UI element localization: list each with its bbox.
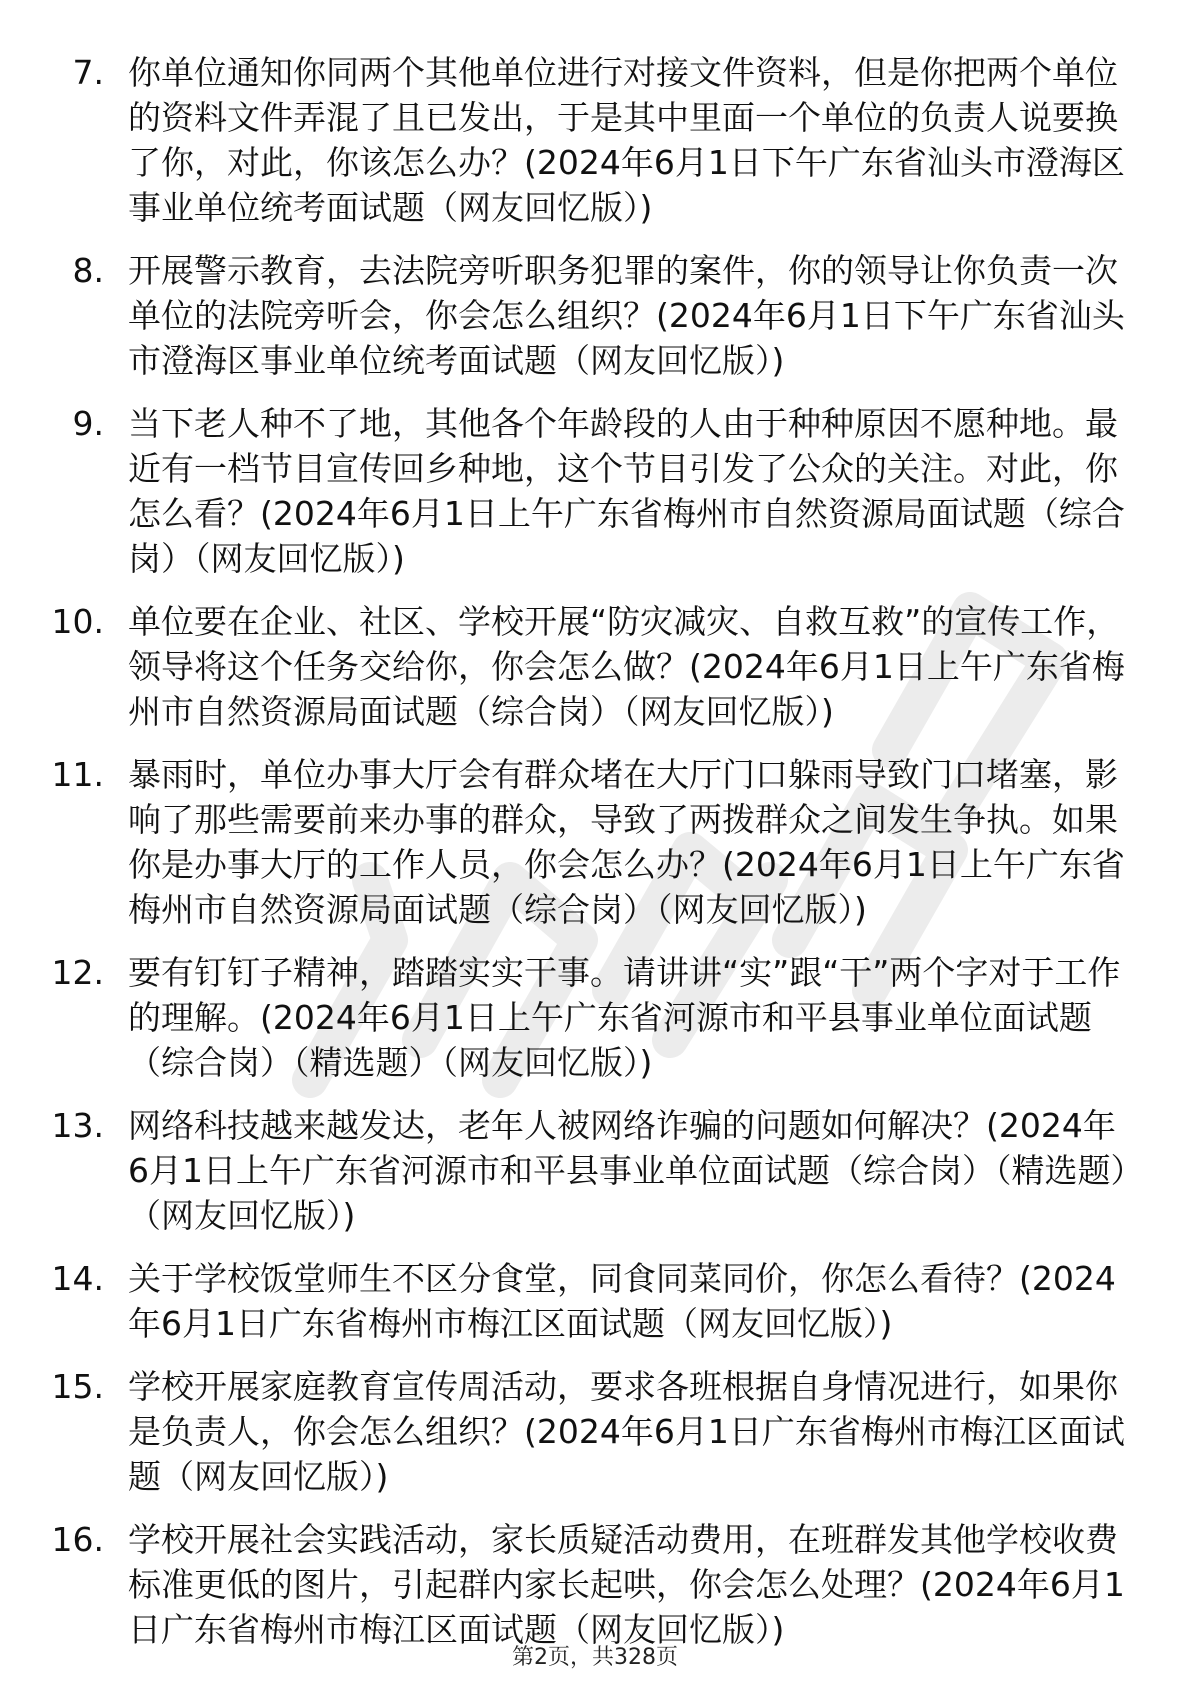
question-item: [0, 950, 1190, 1085]
question-list: [0, 50, 1190, 1670]
question-item: [0, 1103, 1190, 1238]
question-number: 7.: [72, 53, 104, 92]
page-number-label: 第2页，共328页: [512, 1645, 678, 1670]
question-number: 8.: [72, 251, 104, 290]
question-item: [0, 1256, 1190, 1346]
question-number: 10.: [51, 602, 104, 641]
page-footer: [0, 1640, 1190, 1671]
question-text: 当下老人种不了地，其他各个年龄段的人由于种种原因不愿种地。最近有一档节目宣传回乡种地，这个节目引发了公众的关注。对此，你怎么看？(2024年6月1日上午广东省梅州市自然资源局面试题（综合岗）（网友回忆版）): [128, 404, 1125, 578]
question-item: [0, 50, 1190, 230]
question-number: 11.: [51, 755, 104, 794]
question-item: [0, 1364, 1190, 1499]
question-number: 15.: [51, 1367, 104, 1406]
question-number: 13.: [51, 1106, 104, 1145]
question-text: 学校开展社会实践活动，家长质疑活动费用，在班群发其他学校收费标准更低的图片，引起群内家长起哄，你会怎么处理？(2024年6月1日广东省梅州市梅江区面试题（网友回忆版）): [128, 1520, 1125, 1649]
question-text: 开展警示教育，去法院旁听职务犯罪的案件，你的领导让你负责一次单位的法院旁听会，你会怎么组织？(2024年6月1日下午广东省汕头市澄海区事业单位统考面试题（网友回忆版）): [128, 251, 1125, 380]
question-text: 关于学校饭堂师生不区分食堂，同食同菜同价，你怎么看待？(2024年6月1日广东省梅州市梅江区面试题（网友回忆版）): [128, 1259, 1116, 1343]
question-item: [0, 401, 1190, 581]
question-text: 你单位通知你同两个其他单位进行对接文件资料，但是你把两个单位的资料文件弄混了且已发出，于是其中里面一个单位的负责人说要换了你，对此，你该怎么办？(2024年6月1日下午广东省汕头市澄海区事业单位统考面试题（网友回忆版）): [128, 53, 1125, 227]
question-number: 16.: [51, 1520, 104, 1559]
question-number: 9.: [72, 404, 104, 443]
question-number: 14.: [51, 1259, 104, 1298]
question-item: [0, 599, 1190, 734]
question-item: [0, 1517, 1190, 1652]
question-item: [0, 752, 1190, 932]
question-text: 网络科技越来越发达，老年人被网络诈骗的问题如何解决？(2024年6月1日上午广东省河源市和平县事业单位面试题（综合岗）（精选题）（网友回忆版）): [128, 1106, 1127, 1235]
question-text: 单位要在企业、社区、学校开展“防灾减灾、自救互救”的宣传工作，领导将这个任务交给你，你会怎么做？(2024年6月1日上午广东省梅州市自然资源局面试题（综合岗）（网友回忆版）): [128, 602, 1125, 731]
question-text: 要有钉钉子精神，踏踏实实干事。请讲讲“实”跟“干”两个字对于工作的理解。(2024年6月1日上午广东省河源市和平县事业单位面试题（综合岗）（精选题）（网友回忆版）): [128, 953, 1121, 1082]
question-text: 暴雨时，单位办事大厅会有群众堵在大厅门口躲雨导致门口堵塞，影响了那些需要前来办事的群众，导致了两拨群众之间发生争执。如果你是办事大厅的工作人员，你会怎么办？(2024年6月1日上午广东省梅州市自然资源局面试题（综合岗）（网友回忆版）): [128, 755, 1125, 929]
question-item: [0, 248, 1190, 383]
question-text: 学校开展家庭教育宣传周活动，要求各班根据自身情况进行，如果你是负责人，你会怎么组织？(2024年6月1日广东省梅州市梅江区面试题（网友回忆版）): [128, 1367, 1125, 1496]
question-number: 12.: [51, 953, 104, 992]
